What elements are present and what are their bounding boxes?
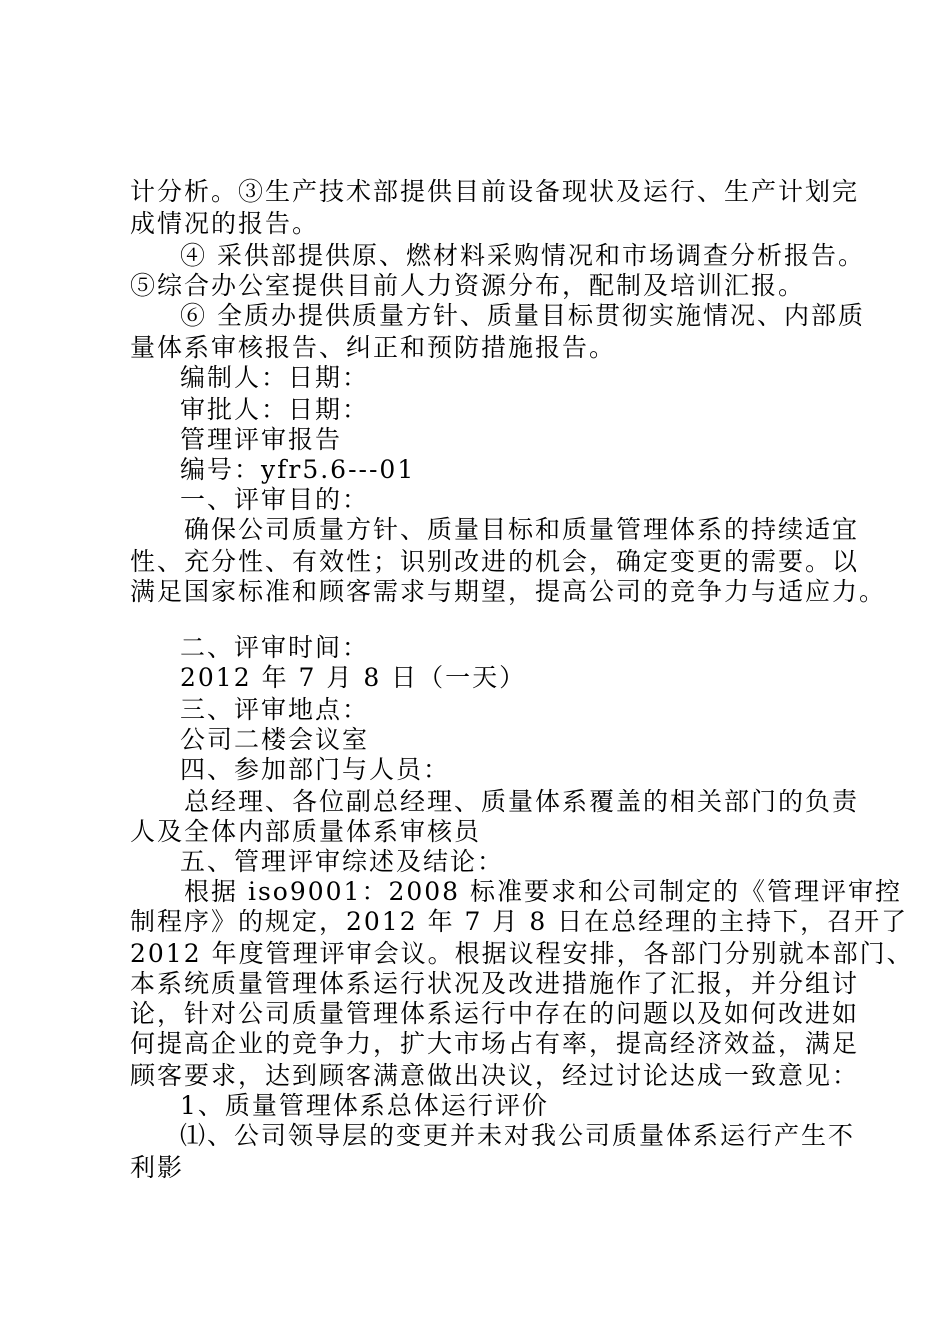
text-line: 确保公司质量方针、质量目标和质量管理体系的持续适宜 xyxy=(184,515,860,544)
text-line: 计分析。③生产技术部提供目前设备现状及运行、生产计划完 xyxy=(130,177,860,206)
text-line: 总经理、各位副总经理、质量体系覆盖的相关部门的负责 xyxy=(184,787,860,816)
report-number: 编号：yfr5.6---01 xyxy=(180,455,416,484)
text-line: 顾客要求，达到顾客满意做出决议，经过讨论达成一致意见： xyxy=(130,1061,860,1090)
text-line: 2012 年度管理评审会议。根据议程安排，各部门分别就本部门、 xyxy=(130,939,914,968)
text-line: ⑤综合办公室提供目前人力资源分布，配制及培训汇报。 xyxy=(130,271,806,300)
section-heading: 三、评审地点： xyxy=(180,695,370,724)
section-heading: 四、参加部门与人员： xyxy=(180,755,451,784)
text-line: 本系统质量管理体系运行状况及改进措施作了汇报，并分组讨 xyxy=(130,969,860,998)
review-date: 2012 年 7 月 8 日（一天） xyxy=(180,663,527,692)
review-location: 公司二楼会议室 xyxy=(180,725,370,754)
text-line: 量体系审核报告、纠正和预防措施报告。 xyxy=(130,333,617,362)
section-heading: 一、评审目的： xyxy=(180,485,370,514)
editor-label: 编制人：日期： xyxy=(180,363,370,392)
text-line: ④ 采供部提供原、燃材料采购情况和市场调查分析报告。 xyxy=(180,241,865,270)
text-line: ⑴、公司领导层的变更并未对我公司质量体系运行产生不 xyxy=(180,1121,856,1150)
text-line: 人及全体内部质量体系审核员 xyxy=(130,817,482,846)
text-line: 满足国家标准和顾客需求与期望，提高公司的竞争力与适应力。 xyxy=(130,577,887,606)
subsection-heading: 1、质量管理体系总体运行评价 xyxy=(180,1091,549,1120)
text-line: 何提高企业的竞争力，扩大市场占有率，提高经济效益，满足 xyxy=(130,1029,860,1058)
text-line: 利影 xyxy=(130,1153,185,1182)
section-heading: 五、管理评审综述及结论： xyxy=(180,847,505,876)
section-heading: 二、评审时间： xyxy=(180,633,370,662)
report-title: 管理评审报告 xyxy=(180,425,343,454)
text-line: 性、充分性、有效性；识别改进的机会，确定变更的需要。以 xyxy=(130,547,860,576)
text-line: ⑥ 全质办提供质量方针、质量目标贯彻实施情况、内部质 xyxy=(180,301,865,330)
text-line: 制程序》的规定，2012 年 7 月 8 日在总经理的主持下，召开了 xyxy=(130,907,909,936)
text-line: 论，针对公司质量管理体系运行中存在的问题以及如何改进如 xyxy=(130,999,860,1028)
approver-label: 审批人：日期： xyxy=(180,395,370,424)
text-line: 成情况的报告。 xyxy=(130,209,320,238)
text-line: 根据 iso9001：2008 标准要求和公司制定的《管理评审控 xyxy=(184,877,903,906)
